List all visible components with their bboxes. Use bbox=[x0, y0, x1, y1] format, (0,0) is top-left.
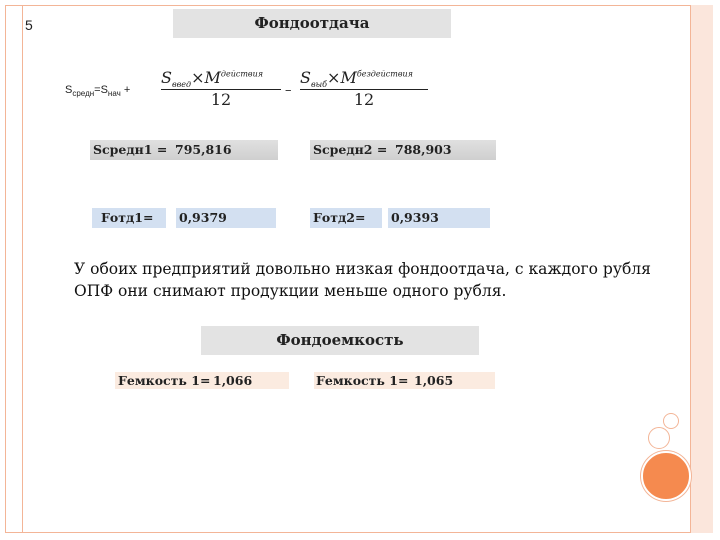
formula-term2-sup: бездействия bbox=[356, 69, 413, 79]
formula-term2-times: ×M bbox=[327, 68, 357, 87]
decor-circle-small-icon bbox=[663, 413, 679, 429]
frame-right-strip bbox=[690, 5, 713, 533]
formula-term1-denominator: 12 bbox=[210, 90, 232, 110]
formula-term1-numerator bbox=[161, 68, 281, 89]
s-sredn1-value: 795,816 bbox=[174, 140, 278, 160]
f-otd2-label: Fотд2= bbox=[310, 208, 382, 228]
formula-lhs bbox=[65, 84, 130, 98]
formula-lhs-s2-sub: нач bbox=[107, 89, 121, 99]
formula-term1 bbox=[161, 68, 281, 109]
decor-circle-orange-icon bbox=[641, 451, 691, 501]
s-sredn2-value: 788,903 bbox=[394, 140, 496, 160]
formula-term1-sup: действия bbox=[220, 69, 264, 79]
formula-term1-times: ×M bbox=[191, 68, 221, 87]
f-emk2-label: Fемкость 1= bbox=[314, 372, 412, 389]
frame-left-line bbox=[22, 5, 23, 533]
f-emk2-value: 1,065 bbox=[412, 372, 495, 389]
formula-term2-s: S bbox=[300, 68, 311, 87]
formula-term2 bbox=[300, 68, 428, 109]
formula-term1-s: S bbox=[161, 68, 172, 87]
section-title-fondoemkost: Фондоемкость bbox=[201, 326, 479, 355]
formula-term2-sub: выб bbox=[310, 80, 328, 90]
decor-circle-medium-icon bbox=[648, 427, 670, 449]
slide-number: 5 bbox=[25, 17, 33, 33]
formula-term2-numerator bbox=[300, 68, 428, 89]
f-otd2-value: 0,9393 bbox=[388, 208, 490, 228]
f-emk1-value: 1,066 bbox=[211, 372, 289, 389]
f-otd1-value: 0,9379 bbox=[176, 208, 276, 228]
conclusion-text: У обоих предприятий довольно низкая фондоотдача, с каждого рубля ОПФ они снимают продукции меньше одного рубля. bbox=[74, 260, 651, 300]
formula-lhs-plus: + bbox=[123, 84, 131, 96]
formula-minus: – bbox=[285, 83, 292, 98]
slide-title: Фондоотдача bbox=[173, 9, 451, 38]
s-sredn2-label: Sсредн2 = bbox=[310, 140, 394, 160]
f-emk1-label: Fемкость 1= bbox=[115, 372, 211, 389]
formula-lhs-s-sub: средн bbox=[72, 89, 95, 99]
s-sredn1-label: Sсредн1 = bbox=[90, 140, 174, 160]
formula-lhs-eq: =S bbox=[94, 84, 108, 96]
formula-lhs-s: S bbox=[65, 84, 73, 96]
f-otd1-label: Fотд1= bbox=[92, 208, 166, 228]
formula-term1-sub: введ bbox=[171, 80, 192, 90]
formula-term2-denominator: 12 bbox=[353, 90, 375, 110]
